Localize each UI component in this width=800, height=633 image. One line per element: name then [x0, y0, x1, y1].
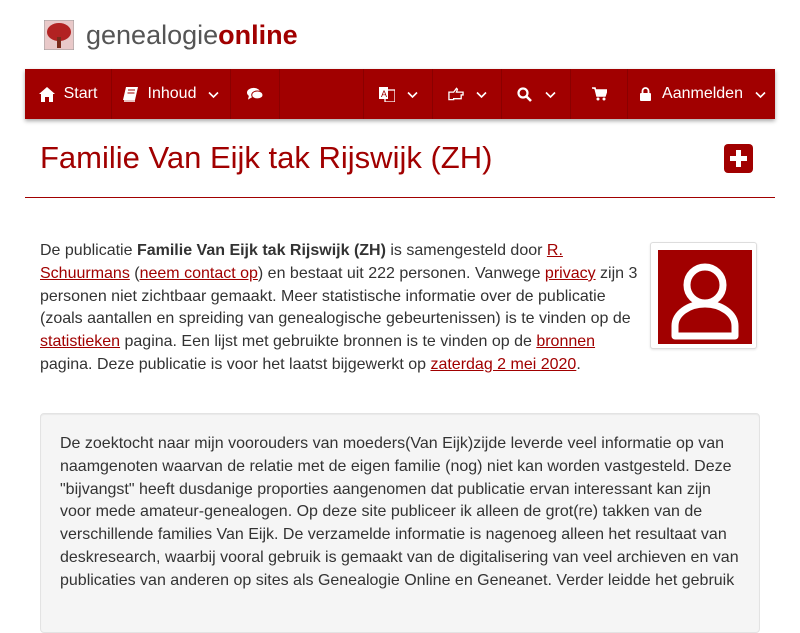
chevron-down-icon	[755, 89, 766, 100]
nav-language[interactable]	[364, 69, 433, 119]
comments-icon	[247, 86, 263, 102]
user-icon	[658, 250, 752, 344]
main-navbar	[25, 69, 775, 119]
nav-login[interactable]	[628, 69, 775, 119]
intro-text: is samengesteld door	[385, 242, 547, 259]
nav-login-label: Aanmelden	[662, 85, 743, 102]
contact-link[interactable]: neem contact op	[139, 264, 258, 282]
nav-messages[interactable]	[231, 69, 280, 119]
language-icon	[379, 86, 395, 102]
nav-cart[interactable]	[571, 69, 628, 119]
chevron-down-icon	[407, 89, 418, 100]
nav-start[interactable]	[25, 69, 112, 119]
nav-start-label: Start	[63, 85, 98, 102]
author-link[interactable]: R. Schuurmans	[40, 242, 563, 282]
nav-search[interactable]	[502, 69, 571, 119]
share-icon	[448, 86, 464, 102]
intro-text: De publicatie	[40, 242, 137, 259]
book-icon	[123, 86, 139, 102]
nav-spacer	[280, 69, 364, 119]
publication-name: Familie Van Eijk tak Rijswijk (ZH)	[136, 242, 386, 259]
intro-text: ) en bestaat uit 222 personen. Vanwege	[257, 264, 545, 282]
last-updated-link[interactable]: zaterdag 2 mei 2020	[430, 355, 577, 373]
shopping-cart-icon	[591, 86, 607, 102]
nav-contents-label: Inhoud	[147, 85, 197, 102]
sources-link[interactable]: bronnen	[536, 333, 596, 351]
search-icon	[517, 86, 533, 102]
add-button[interactable]	[724, 144, 753, 173]
nav-share[interactable]	[433, 69, 502, 119]
privacy-link[interactable]: privacy	[544, 264, 596, 282]
statistics-link[interactable]: statistieken	[40, 333, 121, 351]
publication-description: De zoektocht naar mijn voorouders van moeders(Van Eijk)zijde leverde veel informatie op van naamgenoten waarvan de relatie met de eigen familie (nog) niet kan worden vastgesteld. Deze "bijvangst" heeft dusdanige proporties aangenomen dat publicatie ervan interessant kan zijn voor mede amateur-genealogen. Op deze site publiceer ik alleen de grot(re) takken van de verschillende families Van Eijk. De verzamelde informatie is nagenoeg alleen het resultaat van deskresearch, waarbij vooral gebruik is gemaakt van de digitalisering van veel archieven en van publicaties van anderen op sites als Genealogie Online en Geneanet. Verder leidde het gebruik	[40, 413, 760, 633]
site-logo[interactable]	[44, 18, 298, 52]
nav-contents[interactable]	[112, 69, 231, 119]
tree-logo-icon	[44, 20, 74, 50]
intro-text: .	[576, 355, 581, 373]
chevron-down-icon	[545, 89, 556, 100]
intro-text: (	[134, 264, 140, 282]
intro-text: pagina. Deze publicatie is voor het laatst bijgewerkt op	[40, 355, 431, 373]
svg-text:A: A	[380, 88, 387, 99]
publication-intro	[40, 240, 648, 377]
intro-text: pagina. Een lijst met gebruikte bronnen is te vinden op de	[120, 333, 537, 351]
chevron-down-icon	[208, 89, 219, 100]
avatar	[658, 250, 752, 344]
chevron-down-icon	[476, 89, 487, 100]
author-avatar-frame[interactable]	[650, 242, 757, 349]
page-title: Familie Van Eijk tak Rijswijk (ZH)	[40, 140, 493, 175]
title-divider	[25, 197, 775, 198]
brand-name: genealogieonline	[86, 19, 298, 50]
intro-text: zijn 3 personen niet zichtbaar gemaakt. Meer statistische informatie over de publicatie (zoals aantallen en spreiding van genealogische gebeurtenissen) is te vinden op de	[40, 264, 638, 328]
lock-icon	[637, 86, 653, 102]
home-icon	[39, 86, 55, 102]
